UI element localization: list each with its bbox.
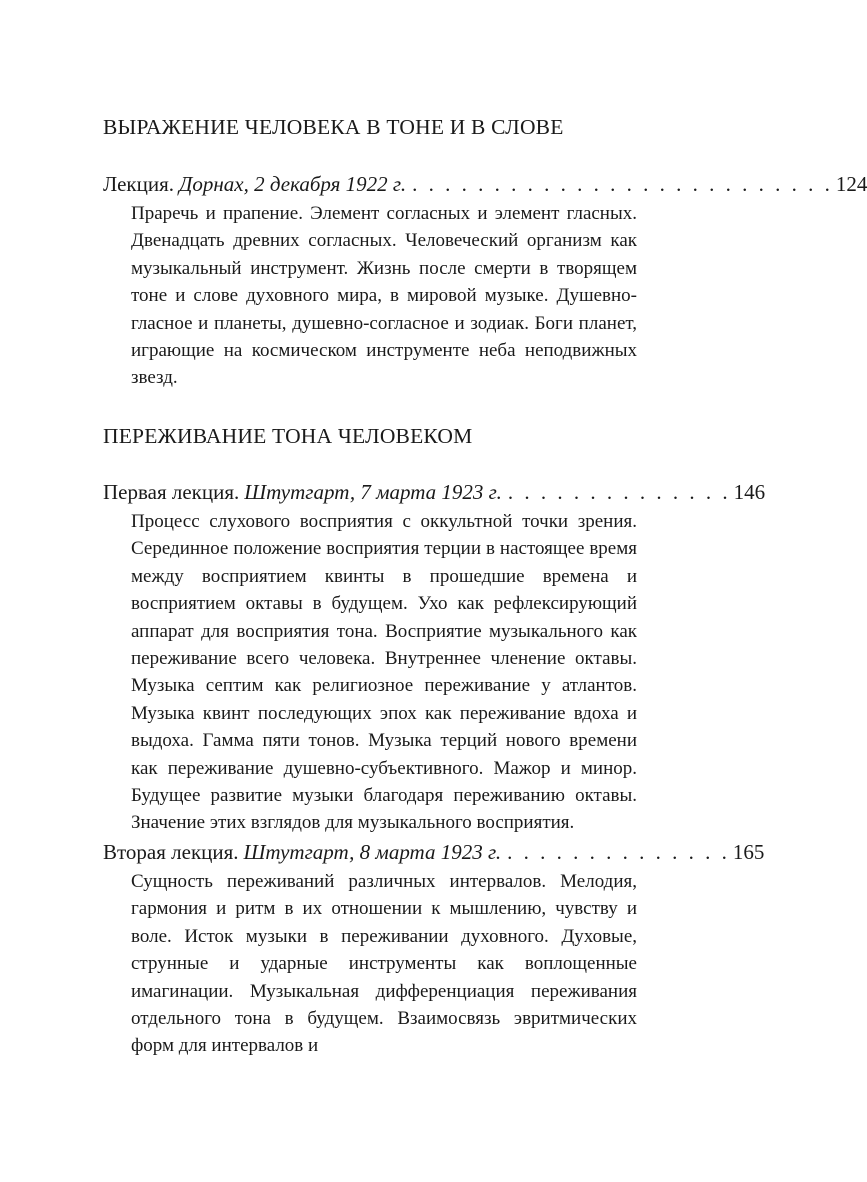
dot-leader: . . . . . . . . . . . . . . [507,840,730,864]
toc-entry[interactable] [103,839,765,865]
entry-place-date: Дорнах, 2 декабря 1922 г. [179,172,407,196]
page-number: 146 [733,480,766,504]
dot-leader: . . . . . . . . . . . . . . [507,480,731,504]
entry-abstract: Сущность переживаний различных интервалов. Мелодия, гармония и ритм в их отношении к мышлению, чувству и воле. Исток музыки в переживании духовного. Духовые, струнные и ударные инструменты как воплощенные имагинации. Музыкальная дифференциация переживания отдельного тона в будущем. Взаимосвязь эвритмических форм для интервалов и [131,871,637,1057]
toc-entry[interactable] [103,171,867,197]
toc-entry[interactable] [103,479,766,505]
entry-place-date: Штутгарт, 8 марта 1923 г. [243,840,502,864]
entry-label: Вторая лекция. [103,840,239,864]
entry-label: Лекция. [103,172,175,196]
entry-abstract: Праречь и прапение. Элемент согласных и элемент гласных. Двенадцать древних согласных. Человеческий организм как музыкальный инструмент. Жизнь после смерти в творящем тоне и слове духовного мира, в мировой музыке. Душевно-гласное и планеты, душевно-согласное и зодиак. Боги планет, играющие на космическом инструменте неба неподвижных звезд. [131,203,637,389]
entry-label: Первая лекция. [103,480,240,504]
section-title: ВЫРАЖЕНИЕ ЧЕЛОВЕКА В ТОНЕ И В СЛОВЕ [103,115,564,139]
page-number: 165 [732,840,765,864]
page-number: 124 [835,172,867,196]
entry-place-date: Штутгарт, 7 марта 1923 г. [244,480,502,504]
section-title: ПЕРЕЖИВАНИЕ ТОНА ЧЕЛОВЕКОМ [103,424,473,448]
entry-abstract: Процесс слухового восприятия с оккультной точки зрения. Серединное положение восприятия терции в настоящее время между восприятием квинты в прошедшие времена и восприятием октавы в будущем. Ухо как рефлексирующий аппарат для восприятия тона. Восприятие музыкального как переживание всего человека. Внутреннее членение октавы. Музыка септим как религиозное переживание у атлантов. Музыка квинт последующих эпох как переживание вдоха и выдоха. Гамма пяти тонов. Музыка терций нового времени как переживание душевно-субъективного. Мажор и минор. Будущее развитие музыки благодаря переживанию октавы. Значение этих взглядов для музыкального восприятия. [131,511,637,834]
dot-leader: . . . . . . . . . . . . . . . . . . . . . . . . . . [412,172,833,196]
